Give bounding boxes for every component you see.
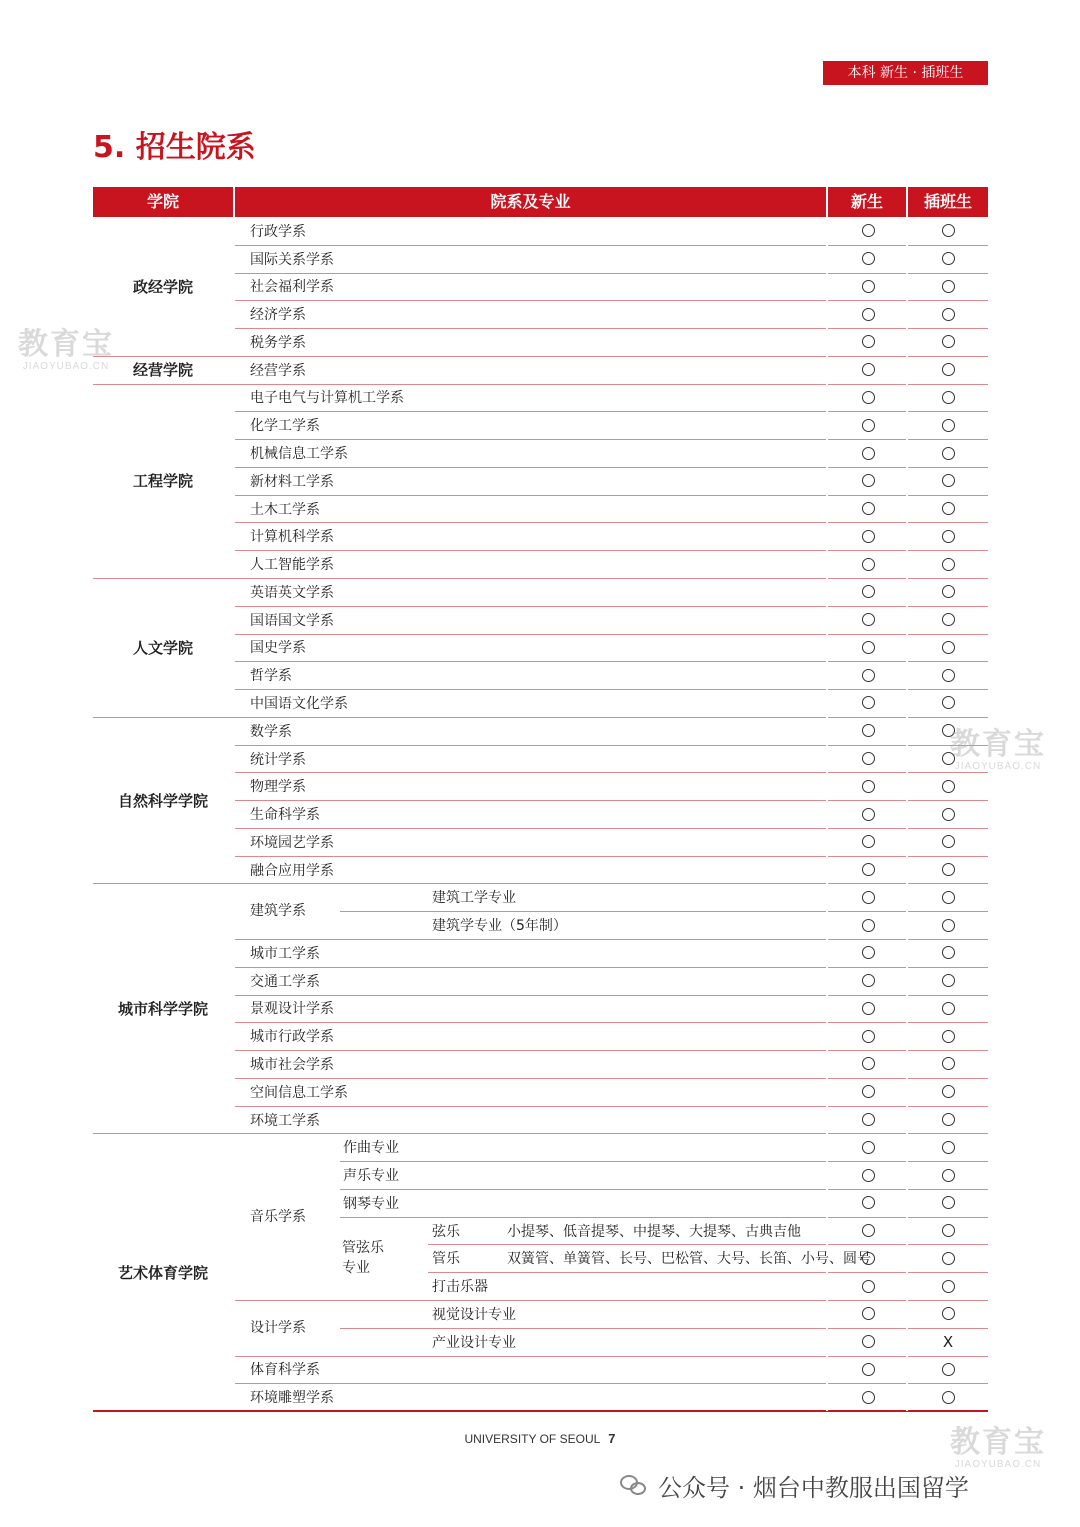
circle-icon <box>942 224 955 237</box>
circle-icon <box>942 696 955 709</box>
transfer-mark <box>908 772 988 800</box>
transfer-mark <box>908 1161 988 1189</box>
department-name: 数学系 <box>250 723 292 740</box>
circle-icon <box>942 808 955 821</box>
department-name: 物理学系 <box>250 779 306 796</box>
circle-icon <box>942 1224 955 1237</box>
circle-icon <box>862 419 875 432</box>
page-footer <box>0 1431 1080 1446</box>
department-name: 空间信息工学系 <box>250 1084 348 1101</box>
department-name: 景观设计学系 <box>250 1001 334 1018</box>
transfer-mark <box>908 522 988 550</box>
department-group: 音乐学系 <box>250 1208 306 1225</box>
circle-icon <box>942 391 955 404</box>
department-group: 设计学系 <box>250 1319 306 1336</box>
transfer-mark <box>908 689 988 717</box>
freshman-mark <box>828 1328 908 1356</box>
circle-icon <box>862 863 875 876</box>
freshman-mark <box>828 1161 908 1189</box>
circle-icon <box>862 585 875 598</box>
department-name: 国际关系学系 <box>250 251 334 268</box>
circle-icon <box>942 974 955 987</box>
freshman-mark <box>828 1244 908 1272</box>
transfer-mark <box>908 1050 988 1078</box>
transfer-mark <box>908 411 988 439</box>
header-college: 学院 <box>93 187 233 217</box>
circle-icon <box>942 502 955 515</box>
freshman-mark <box>828 1022 908 1050</box>
wechat-text: 公众号 · 烟台中教服出国留学 <box>658 1474 969 1502</box>
freshman-mark <box>828 245 908 273</box>
freshman-mark <box>828 856 908 884</box>
department-group: 管弦乐专业 <box>342 1240 384 1277</box>
department-name: 土木工学系 <box>250 501 320 518</box>
circle-icon <box>862 252 875 265</box>
freshman-mark <box>828 1272 908 1300</box>
circle-icon <box>862 1335 875 1348</box>
circle-icon <box>942 835 955 848</box>
circle-icon <box>862 919 875 932</box>
circle-icon <box>942 474 955 487</box>
department-name: 视觉设计专业 <box>432 1306 516 1323</box>
freshman-mark <box>828 550 908 578</box>
freshman-mark <box>828 578 908 606</box>
department-name: 国史学系 <box>250 640 306 657</box>
freshman-mark <box>828 995 908 1023</box>
department-name: 税务学系 <box>250 334 306 351</box>
page-title: 5. 招生院系 <box>93 130 256 165</box>
freshman-mark <box>828 606 908 634</box>
transfer-mark <box>908 217 988 245</box>
circle-icon <box>942 1002 955 1015</box>
freshman-mark <box>828 939 908 967</box>
circle-icon <box>862 641 875 654</box>
circle-icon <box>862 308 875 321</box>
transfer-mark <box>908 245 988 273</box>
circle-icon <box>862 808 875 821</box>
circle-icon <box>942 780 955 793</box>
freshman-mark <box>828 467 908 495</box>
department-name: 国语国文学系 <box>250 612 334 629</box>
circle-icon <box>942 447 955 460</box>
circle-icon <box>942 1030 955 1043</box>
transfer-mark <box>908 1022 988 1050</box>
freshman-mark <box>828 300 908 328</box>
freshman-mark <box>828 717 908 745</box>
transfer-mark <box>908 883 988 911</box>
department-name: 产业设计专业 <box>432 1334 516 1351</box>
watermark-bottom: 教育宝 JIAOYUBAO.CN <box>950 1425 1046 1470</box>
freshman-mark <box>828 745 908 773</box>
circle-icon <box>942 585 955 598</box>
circle-icon <box>862 363 875 376</box>
department-name: 新材料工学系 <box>250 473 334 490</box>
circle-icon <box>862 780 875 793</box>
transfer-mark <box>908 328 988 356</box>
freshman-mark <box>828 1106 908 1134</box>
circle-icon <box>862 474 875 487</box>
freshman-mark <box>828 772 908 800</box>
circle-icon <box>862 1169 875 1182</box>
department-name: 生命科学系 <box>250 807 320 824</box>
transfer-mark <box>908 1078 988 1106</box>
transfer-mark <box>908 356 988 384</box>
circle-icon <box>862 1224 875 1237</box>
transfer-mark <box>908 273 988 301</box>
circle-icon <box>862 1113 875 1126</box>
footer-university: UNIVERSITY OF SEOUL <box>464 1432 601 1446</box>
circle-icon <box>862 1141 875 1154</box>
department-name: 哲学系 <box>250 668 292 685</box>
department-name: 城市工学系 <box>250 945 320 962</box>
college-name: 自然科学学院 <box>117 791 208 810</box>
department-name: 经济学系 <box>250 307 306 324</box>
transfer-mark <box>908 856 988 884</box>
circle-icon <box>862 1280 875 1293</box>
circle-icon <box>942 1280 955 1293</box>
college-name: 城市科学学院 <box>117 999 208 1018</box>
department-name: 弦乐 <box>432 1223 460 1240</box>
circle-icon <box>862 613 875 626</box>
circle-icon <box>862 502 875 515</box>
transfer-mark <box>908 578 988 606</box>
circle-icon <box>942 363 955 376</box>
freshman-mark <box>828 495 908 523</box>
college-name: 政经学院 <box>132 277 193 296</box>
circle-icon <box>862 391 875 404</box>
department-name: 管乐 <box>432 1251 460 1268</box>
freshman-mark <box>828 1300 908 1328</box>
circle-icon <box>862 1002 875 1015</box>
header-transfer: 插班生 <box>908 187 988 217</box>
circle-icon <box>942 280 955 293</box>
freshman-mark <box>828 967 908 995</box>
circle-icon <box>862 669 875 682</box>
transfer-mark <box>908 1189 988 1217</box>
wechat-icon <box>620 1475 648 1497</box>
transfer-mark <box>908 661 988 689</box>
freshman-mark <box>828 800 908 828</box>
circle-icon <box>942 1169 955 1182</box>
freshman-mark <box>828 217 908 245</box>
circle-icon <box>942 1391 955 1404</box>
department-name: 行政学系 <box>250 223 306 240</box>
transfer-mark <box>908 606 988 634</box>
freshman-mark <box>828 1356 908 1384</box>
circle-icon <box>862 974 875 987</box>
department-name: 统计学系 <box>250 751 306 768</box>
department-name: 环境园艺学系 <box>250 834 334 851</box>
transfer-mark <box>908 911 988 939</box>
transfer-mark <box>908 1383 988 1411</box>
x-mark: X <box>942 1332 954 1351</box>
circle-icon <box>862 1196 875 1209</box>
freshman-mark <box>828 356 908 384</box>
department-name: 交通工学系 <box>250 973 320 990</box>
transfer-mark <box>908 967 988 995</box>
circle-icon <box>862 1363 875 1376</box>
department-name: 钢琴专业 <box>343 1195 399 1212</box>
freshman-mark <box>828 661 908 689</box>
circle-icon <box>942 1057 955 1070</box>
transfer-mark <box>908 634 988 662</box>
circle-icon <box>942 308 955 321</box>
circle-icon <box>862 724 875 737</box>
freshman-mark <box>828 439 908 467</box>
department-name: 声乐专业 <box>343 1168 399 1185</box>
circle-icon <box>862 1030 875 1043</box>
instrument-list: 小提琴、低音提琴、中提琴、大提琴、古典吉他 <box>507 1223 801 1240</box>
circle-icon <box>942 669 955 682</box>
college-name: 工程学院 <box>132 472 193 491</box>
transfer-mark <box>908 1217 988 1245</box>
department-name: 融合应用学系 <box>250 862 334 879</box>
transfer-mark <box>908 1300 988 1328</box>
circle-icon <box>862 1085 875 1098</box>
freshman-mark <box>828 328 908 356</box>
header-dept: 院系及专业 <box>235 187 826 217</box>
circle-icon <box>862 1057 875 1070</box>
circle-icon <box>862 1307 875 1320</box>
department-name: 计算机科学系 <box>250 529 334 546</box>
watermark-right: 教育宝 JIAOYUBAO.CN <box>950 727 1046 772</box>
circle-icon <box>942 641 955 654</box>
circle-icon <box>942 530 955 543</box>
circle-icon <box>942 1307 955 1320</box>
college-name: 经营学院 <box>132 361 193 380</box>
circle-icon <box>942 613 955 626</box>
freshman-mark <box>828 1383 908 1411</box>
circle-icon <box>862 891 875 904</box>
department-name: 城市社会学系 <box>250 1056 334 1073</box>
department-name: 电子电气与计算机工学系 <box>250 390 404 407</box>
transfer-mark <box>908 300 988 328</box>
department-name: 作曲专业 <box>343 1140 399 1157</box>
transfer-mark <box>908 495 988 523</box>
circle-icon <box>862 835 875 848</box>
category-badge: 本科 新生 · 插班生 <box>823 61 988 85</box>
circle-icon <box>942 1113 955 1126</box>
circle-icon <box>942 1196 955 1209</box>
transfer-mark <box>908 1356 988 1384</box>
wechat-caption <box>620 1468 969 1503</box>
circle-icon <box>942 1363 955 1376</box>
freshman-mark <box>828 1189 908 1217</box>
circle-icon <box>862 335 875 348</box>
transfer-mark <box>908 1272 988 1300</box>
circle-icon <box>862 280 875 293</box>
freshman-mark <box>828 883 908 911</box>
freshman-mark <box>828 911 908 939</box>
circle-icon <box>942 919 955 932</box>
circle-icon <box>942 1085 955 1098</box>
header-freshman: 新生 <box>828 187 906 217</box>
department-name: 环境雕塑学系 <box>250 1390 334 1407</box>
circle-icon <box>862 752 875 765</box>
freshman-mark <box>828 689 908 717</box>
circle-icon <box>942 1252 955 1265</box>
circle-icon <box>862 530 875 543</box>
transfer-mark <box>908 439 988 467</box>
department-name: 建筑学专业（5年制） <box>432 918 567 935</box>
freshman-mark <box>828 1078 908 1106</box>
department-name: 机械信息工学系 <box>250 446 348 463</box>
watermark-left: 教育宝 JIAOYUBAO.CN <box>18 327 114 372</box>
freshman-mark <box>828 522 908 550</box>
department-name: 建筑工学专业 <box>432 890 516 907</box>
department-name: 体育科学系 <box>250 1362 320 1379</box>
department-name: 英语英文学系 <box>250 584 334 601</box>
transfer-mark <box>908 550 988 578</box>
freshman-mark <box>828 1133 908 1161</box>
department-name: 打击乐器 <box>432 1279 488 1296</box>
admissions-table <box>93 187 988 1413</box>
circle-icon <box>942 863 955 876</box>
freshman-mark <box>828 828 908 856</box>
instrument-list: 双簧管、单簧管、长号、巴松管、大号、长笛、小号、圆号 <box>507 1251 871 1268</box>
freshman-mark <box>828 1217 908 1245</box>
circle-icon <box>942 252 955 265</box>
circle-icon <box>862 946 875 959</box>
department-name: 环境工学系 <box>250 1112 320 1129</box>
college-name: 人文学院 <box>132 638 193 657</box>
college-name: 艺术体育学院 <box>117 1263 208 1282</box>
department-name: 社会福利学系 <box>250 279 334 296</box>
department-name: 人工智能学系 <box>250 557 334 574</box>
circle-icon <box>942 1141 955 1154</box>
circle-icon <box>942 419 955 432</box>
transfer-mark <box>908 1244 988 1272</box>
freshman-mark <box>828 1050 908 1078</box>
page-number: 7 <box>608 1431 616 1446</box>
circle-icon <box>942 946 955 959</box>
transfer-mark <box>908 828 988 856</box>
transfer-mark <box>908 995 988 1023</box>
department-name: 城市行政学系 <box>250 1029 334 1046</box>
circle-icon <box>862 447 875 460</box>
freshman-mark <box>828 384 908 412</box>
circle-icon <box>862 1252 875 1265</box>
circle-icon <box>862 224 875 237</box>
freshman-mark <box>828 273 908 301</box>
circle-icon <box>862 696 875 709</box>
circle-icon <box>862 558 875 571</box>
department-group: 建筑学系 <box>250 903 306 920</box>
circle-icon <box>942 891 955 904</box>
department-name: 中国语文化学系 <box>250 695 348 712</box>
transfer-mark <box>908 1133 988 1161</box>
circle-icon <box>942 558 955 571</box>
department-name: 化学工学系 <box>250 418 320 435</box>
transfer-mark <box>908 800 988 828</box>
freshman-mark <box>828 411 908 439</box>
transfer-mark <box>908 1328 988 1356</box>
circle-icon <box>942 335 955 348</box>
transfer-mark <box>908 384 988 412</box>
transfer-mark <box>908 1106 988 1134</box>
circle-icon <box>862 1391 875 1404</box>
freshman-mark <box>828 634 908 662</box>
department-name: 经营学系 <box>250 362 306 379</box>
transfer-mark <box>908 467 988 495</box>
transfer-mark <box>908 939 988 967</box>
